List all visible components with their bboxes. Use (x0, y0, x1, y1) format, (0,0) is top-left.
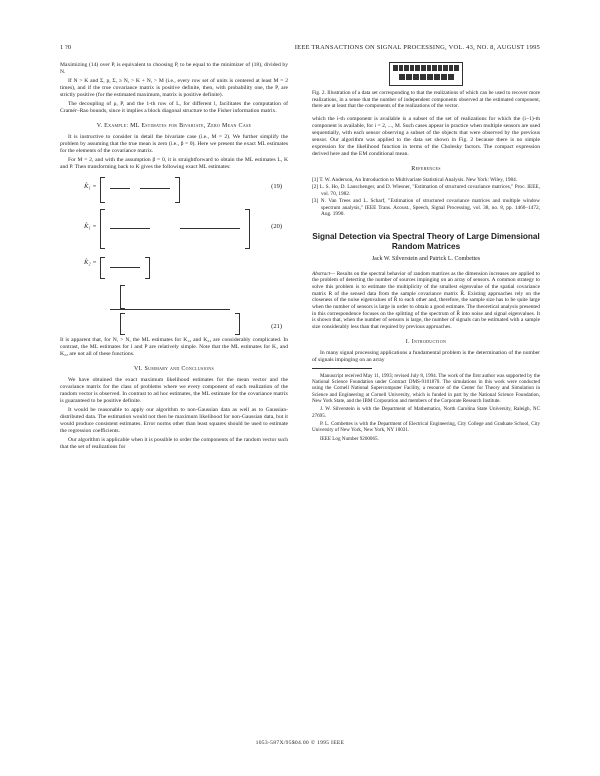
paper-title: Signal Detection via Spectral Theory of Large Dimensional Random Matrices (312, 231, 540, 251)
equation-21 (60, 253, 288, 335)
reference-item: [1] T. W. Anderson, An Introduction to Multivariate Statistical Analysis. New York: Wiley, 1984. (312, 176, 518, 183)
footnote: P. L. Combettes is with the Department of Electrical Engineering, City College and Graduate School, City University of New York, New York, NY 10031. (312, 420, 540, 434)
journal-title: IEEE TRANSACTIONS ON SIGNAL PROCESSING, VOL. 43, NO. 8, AUGUST 1995 (294, 44, 540, 51)
fraction-bar (110, 188, 130, 189)
equation-lhs: K̂₂ = (84, 259, 97, 266)
equation-19 (60, 173, 288, 203)
abstract-text: Results on the spectral behavior of random matrices as the dimension increases are applied to the problem of detecting the number of sources impinging on an array of sensors. A common strategy to solve this problem is to estimate the multiplicity of the smallest eigenvalue of the spatial covariance matrix R of the sensed data from the sample covariance matrix R̂. Existing approaches rely on the closeness of the noise eigenvalues of R̂ to each other and, therefore, the sample size has to be quite large when the number of sensors is large in order to obtain a good estimate. The theoretical analysis presented in this correspondence focuses on the splitting of the spectrum of R̂ into noise and signal eigenvalues. It is shown that, when the number of sensors is large, the number of signals can be estimated with a sample size considerably less than that required by previous approaches. (312, 270, 540, 331)
section-heading: I. Introduction (405, 338, 447, 345)
bracket-right (175, 177, 180, 203)
page-number: 1 ?0 (60, 44, 72, 51)
paragraph: It is apparent that, for N, > N, the ML estimates for K₁₂ and K₂₂ are considerably complicated. In contrast, the ML estimates for l and P are relatively simple. Note that the ML estimates for K₁ and K₂₂ are not all of these functions. (60, 337, 288, 357)
footnote: Manuscript received May 11, 1993; revised July 8, 1994. The work of the first author was supported by the National Science Foundation under Contract DMS-9101870. The simulations in this work were conducted using the Cornell National Supercomputer Facility, a resource of the Center for Theory and Simulation in Science and Engineering at Cornell University, which is funded in part by the National Science Foundation, New York State, and the IBM Corporation and members of the Corporate Research Institute. (312, 372, 540, 405)
section-heading: V. Example: ML Estimates for Bivariate, Zero Mean Case (96, 123, 252, 129)
equation-20 (60, 205, 288, 251)
paragraph: The decoupling of ρ, P, and the 1-th row of L, for different l, facilitates the computation of Cramér–Rao bounds, since it implies a block diagonal structure to the Fisher information matrix. (60, 101, 288, 114)
figure-caption: Fig. 2. Illustration of a data set corresponding to that the realizations of which can be used to recover more realizations, in a sense that the number of independent components observed at the estimated component, there are at least that the components of the realizations of the vector. (312, 90, 540, 109)
equation-body (100, 257, 250, 335)
copyright-line: 1053-587X/95$04.00 © 1995 IEEE (255, 740, 345, 746)
fraction-bar (140, 188, 170, 189)
left-column (60, 62, 288, 453)
abstract (312, 271, 540, 331)
bracket-right (145, 257, 150, 279)
paragraph: It is instructive to consider in detail the bivariate case (i.e., M = 2). We further simplify the problem by assuming that the true mean is zero (i.e., β = 0). Here we present the exact ML estimates for the elements of the covariance matrix. (60, 134, 288, 154)
reference-item: [2] L. S. Ho, D. Lauschenger, and D. Wiesner, "Estimation of structured covariance matrices," Proc. IEEE, vol. 70, 1982. (312, 184, 540, 197)
paragraph: which the i-th component is available is a subset of the set of realizations for which the (i−1)-th component is available, for i = 2, ..., M. Such cases appear in practice when multiple sensors are used sequentially, with each sensor observing a subset of the objects that were observed by the previous sensor. Our algorithm was applied to the data set shown in Fig. 2 because there is no simple expression for the likelihood function in terms of the Cholesky factors. The compact expression derived here and the EM conditional mean. (312, 115, 540, 157)
equation-lhs: K̂₁ = (84, 223, 97, 230)
fraction-bar (110, 228, 150, 229)
paragraph: In many signal processing applications a fundamental problem is the determination of the number of signals impinging on an array (312, 349, 540, 363)
right-column (312, 62, 540, 444)
fraction-bar (110, 309, 230, 310)
figure-data-strip (393, 74, 459, 80)
authors: Jack W. Silverstein and Patrick L. Combettes (371, 255, 481, 262)
fraction-bar (180, 228, 240, 229)
equation-number: (21) (271, 323, 282, 330)
bracket-left (100, 257, 105, 279)
fraction-bar (110, 267, 140, 268)
equation-number: (19) (271, 183, 282, 190)
reference-item: [3] N. Van Trees and L. Scharf, "Estimation of structured covariance matrices and multiple window spectrum analysis," IEEE Trans. Acoust., Speech, Signal Processing, vol. 38, no. 8, pp. 1460–1472, Aug. 1990. (312, 198, 540, 217)
figure-data-strip (393, 65, 459, 71)
abstract-label: Abstract— (312, 270, 336, 277)
paragraph: We have obtained the exact maximum likelihood estimates for the mean vector and the covariance matrix for the class of problems where we every component of each realization of the random vector is observed. In contrast to ad hoc estimates, the ML estimate for the covariance matrix is guaranteed to be positive definite. (60, 377, 288, 404)
equation-body (100, 177, 250, 201)
paragraph: Maximizing (14) over P, is equivalent to choosing P, to be equal to the minimizer of (18), divided by N. (60, 62, 288, 75)
paragraph: For M = 2, and with the assumption β = 0, it is straightforward to obtain the ML estimates L, K and P. Then transforming back to K gives the following exact ML estimates: (60, 157, 288, 170)
footnote: J. W. Silverstein is with the Department of Mathematics, North Carolina State University, Raleigh, NC 27695. (312, 406, 540, 419)
equation-number: (20) (271, 223, 282, 230)
equation-lhs: K̂₁ = (84, 183, 97, 190)
bracket-left (120, 313, 125, 335)
bracket-right (245, 209, 250, 249)
footnote: IEEE Log Number 9200065. (320, 435, 379, 442)
paragraph: Our algorithm is applicable when it is possible to order the components of the random vector such that the set of realizations for (60, 437, 288, 450)
bracket-left (120, 285, 125, 309)
running-header (60, 44, 540, 56)
paragraph: It would be reasonable to apply our algorithm to non-Gaussian data as well as to Gaussian-distributed data. The estimation would not then be maximum likelihood for non-Gaussian data, but it would produce consistent estimates. Error norms other than least squares should be used to estimate the regression coefficients. (60, 407, 288, 434)
bracket-left (100, 177, 105, 203)
bracket-left (100, 209, 105, 249)
paragraph: If N > K and Σ, p, Σ, ≥ N, > K + N, > M (i.e., every row set of units is centered at least M = 2 times), and if the true covariance matrix is positive definite, then, with probability one, the P, are strictly positive (for the estimated maximum, matrix is positive definite). (60, 78, 288, 98)
figure-2 (389, 62, 463, 86)
equation-body (100, 209, 250, 249)
section-heading: References (411, 165, 441, 172)
footnote-rule (312, 368, 372, 369)
section-heading: VI. Summary and Conclusions (134, 366, 214, 372)
bracket-right (235, 313, 240, 335)
